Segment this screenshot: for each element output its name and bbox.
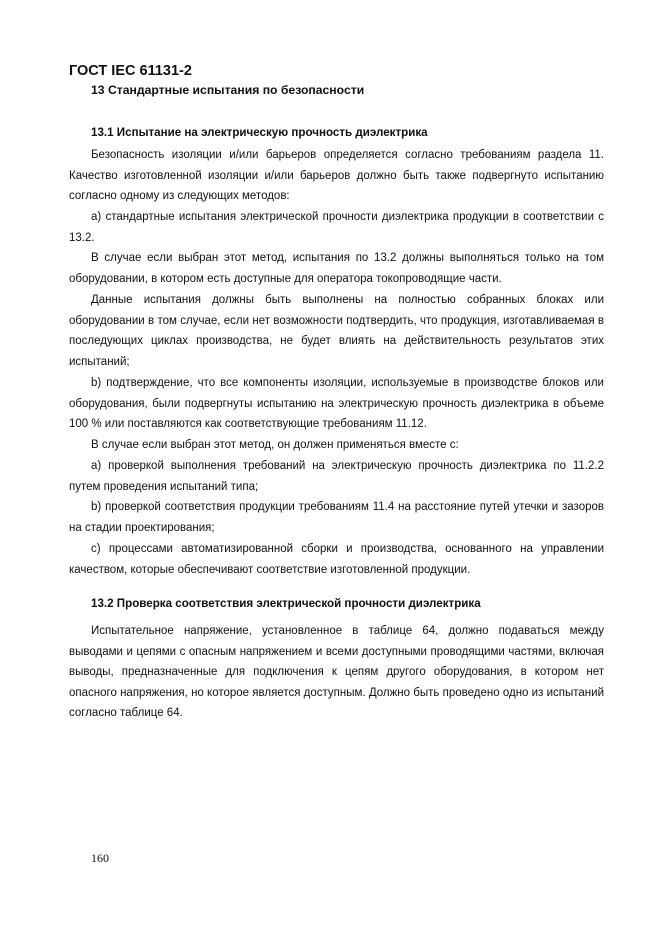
paragraph: В случае если выбран этот метод, испытания по 13.2 должны выполняться только на том оборудовании, в котором есть доступные для оператора токопроводящие части.	[69, 252, 604, 285]
paragraph: В случае если выбран этот метод, он должен применяться вместе с:	[91, 439, 459, 451]
paragraph: b) проверкой соответствия продукции требованиям 11.4 на расстояние путей утечки и зазоров на стадии проектирования;	[69, 501, 604, 534]
document-code: ГОСТ IEC 61131-2	[69, 63, 192, 79]
paragraph: а) стандартные испытания электрической прочности диэлектрика продукции в соответствии с 13.2.	[69, 211, 604, 244]
subsection-title-13-2: 13.2 Проверка соответствия электрической прочности диэлектрика	[91, 597, 481, 610]
paragraph: Данные испытания должны быть выполнены на полностью собранных блоках или оборудовании в том случае, если нет возможности подтвердить, что продукция, изготавливаемая в последующих циклах производства, не будет влиять на действительность результатов этих испытаний;	[69, 294, 604, 368]
subsection-title-13-1: 13.1 Испытание на электрическую прочность диэлектрика	[91, 126, 428, 139]
section-title: 13 Стандартные испытания по безопасности	[91, 83, 365, 97]
paragraph: b) подтверждение, что все компоненты изоляции, используемые в производстве блоков или оборудования, были подвергнуты испытанию на электрическую прочность диэлектрика в объеме 100 % или поставляются как соответствующие требованиям 11.12.	[69, 377, 604, 431]
paragraph: Безопасность изоляции и/или барьеров определяется согласно требованиям раздела 11. Качество изготовленной изоляции и/или барьеров должно быть также подвергнуто испытанию согласно одному из следующих методов:	[69, 149, 604, 203]
paragraph: а) проверкой выполнения требований на электрическую прочность диэлектрика по 11.2.2 путем проведения испытаний типа;	[69, 460, 604, 493]
page-number: 160	[91, 851, 109, 865]
paragraph: с) процессами автоматизированной сборки и производства, основанного на управлении качеством, которые обеспечивают соответствие изготовленной продукции.	[69, 543, 604, 576]
paragraph: Испытательное напряжение, установленное в таблице 64, должно подаваться между выводами и цепями с опасным напряжением и всеми доступными проводящими частями, включая выводы, предназначенные для подключения к цепям другого оборудования, в котором нет опасного напряжения, но которое является доступным. Должно быть проведено одно из испытаний согласно таблице 64.	[69, 625, 604, 720]
